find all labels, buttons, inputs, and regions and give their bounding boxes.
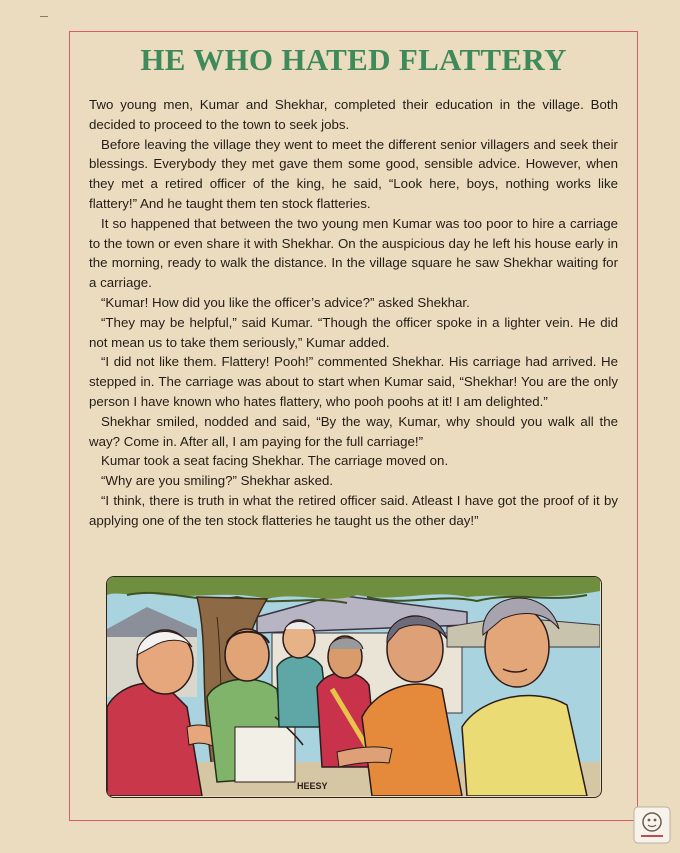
story-title: HE WHO HATED FLATTERY [140, 42, 567, 77]
story-paragraph: “I think, there is truth in what the retired officer said. Atleast I have got the proof of it by applying one of the ten stock flatteries he taught us the other day!” [89, 492, 618, 528]
story-paragraph: “Kumar! How did you like the officer’s advice?” asked Shekhar. [101, 294, 470, 310]
story-paragraph: “I did not like them. Flattery! Pooh!” commented Shekhar. His carriage had arrived. He stepped in. The carriage was about to start when Kumar said, “Shekhar! You are the only person I have known who hates flattery, who pooh poohs at it! I am delighted.” [89, 354, 618, 409]
story-paragraph: Kumar took a seat facing Shekhar. The carriage moved on. [101, 453, 449, 469]
story-paragraph: “They may be helpful,” said Kumar. “Though the officer spoke in a lighter vein. He did not mean us to take them seriously,” Kumar added. [89, 314, 618, 350]
artist-signature: HEESY [297, 781, 328, 791]
story-paragraph: Shekhar smiled, nodded and said, “By the way, Kumar, why should you walk all the way? Come in. After all, I am paying for the full carriage!” [89, 413, 618, 449]
publisher-logo [632, 805, 672, 845]
story-paragraph: “Why are you smiling?” Shekhar asked. [101, 473, 334, 489]
story-paragraph: Two young men, Kumar and Shekhar, completed their education in the village. Both decided to proceed to the town to seek jobs. [89, 97, 618, 132]
page-corner-mark [40, 16, 48, 17]
story-illustration [106, 576, 602, 798]
story-body [89, 95, 618, 531]
story-paragraph: Before leaving the village they went to meet the different senior villagers and seek their blessings. Everybody they met gave them some good, sensible advice. However, when they met a retired officer of the king, he said, “Look here, boys, nothing works like flattery!” And he taught them ten stock flatteries. [89, 136, 618, 211]
story-paragraph: It so happened that between the two young men Kumar was too poor to hire a carriage to the town or even share it with Shekhar. On the auspicious day he left his house early in the morning, ready to walk the distance. In the village square he saw Shekhar waiting for a carriage. [89, 215, 618, 291]
